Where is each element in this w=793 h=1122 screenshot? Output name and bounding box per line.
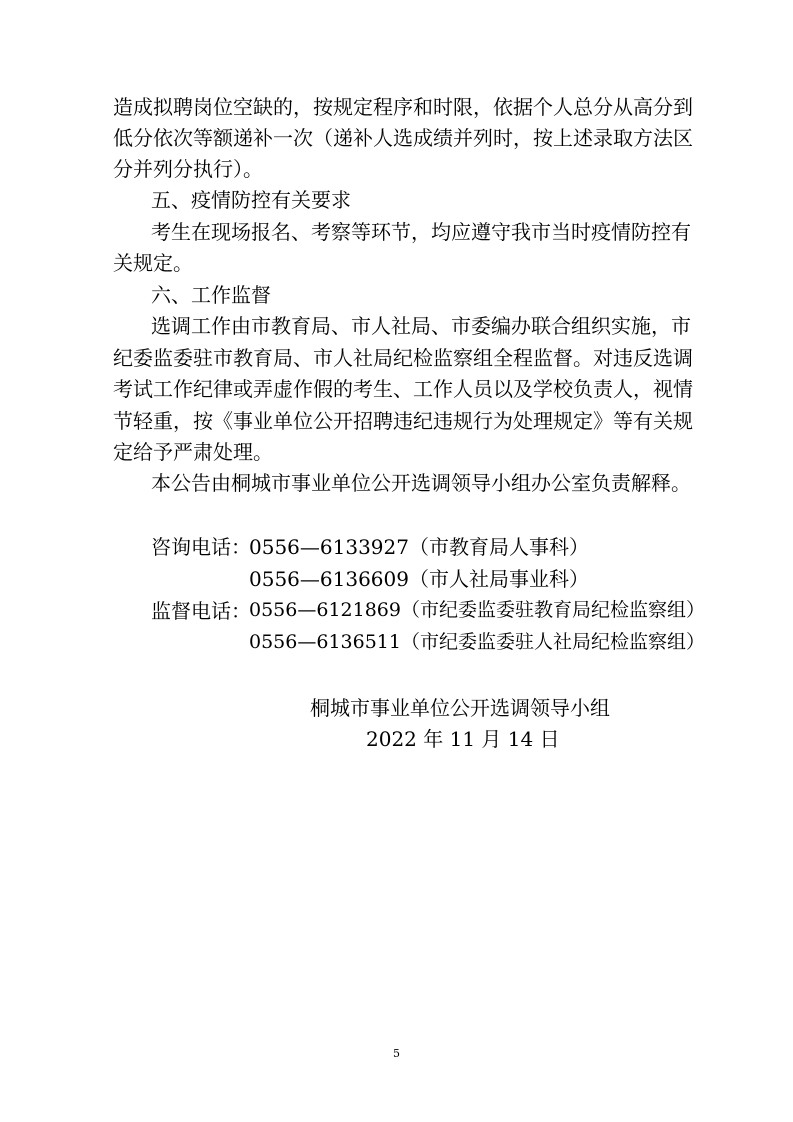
paragraph-line: 选调工作由市教育局、市人社局、市委编办联合组织实施，市 xyxy=(151,314,691,338)
paragraph-line: 考试工作纪律或弄虚作假的考生、工作人员以及学校负责人，视情 xyxy=(113,377,693,401)
paragraph-line: 节轻重，按《事业单位公开招聘违纪违规行为处理规定》等有关规 xyxy=(113,409,693,433)
paragraph-line: 纪委监委驻市教育局、市人社局纪检监察组全程监督。对违反选调 xyxy=(113,346,693,370)
supervise-phone-1: 0556—6121869（市纪委监委驻教育局纪检监察组） xyxy=(249,599,705,621)
signature-date: 2022 年 11 月 14 日 xyxy=(366,727,560,751)
supervise-phone-2: 0556—6136511（市纪委监委驻人社局纪检监察组） xyxy=(249,631,705,653)
paragraph-line: 考生在现场报名、考察等环节，均应遵守我市当时疫情防控有 xyxy=(151,220,691,244)
section-heading-5: 五、疫情防控有关要求 xyxy=(151,188,351,212)
section-heading-6: 六、工作监督 xyxy=(151,283,271,307)
paragraph-line: 低分依次等额递补一次（递补人选成绩并列时，按上述录取方法区 xyxy=(113,126,693,150)
consult-phone-label: 咨询电话： xyxy=(151,535,251,559)
supervise-phone-label: 监督电话： xyxy=(151,599,251,623)
paragraph-line: 关规定。 xyxy=(113,251,193,275)
consult-phone-2: 0556—6136609（市人社局事业科） xyxy=(249,567,589,591)
paragraph-line: 分并列分执行）。 xyxy=(113,157,263,181)
consult-phone-1: 0556—6133927（市教育局人事科） xyxy=(249,535,589,559)
page-number: 5 xyxy=(393,1047,400,1060)
paragraph-line: 造成拟聘岗位空缺的，按规定程序和时限，依据个人总分从高分到 xyxy=(113,95,693,119)
explanation-statement: 本公告由桐城市事业单位公开选调领导小组办公室负责解释。 xyxy=(151,471,691,495)
paragraph-line: 定给予严肃处理。 xyxy=(113,440,273,464)
signature-org: 桐城市事业单位公开选调领导小组 xyxy=(310,696,610,720)
